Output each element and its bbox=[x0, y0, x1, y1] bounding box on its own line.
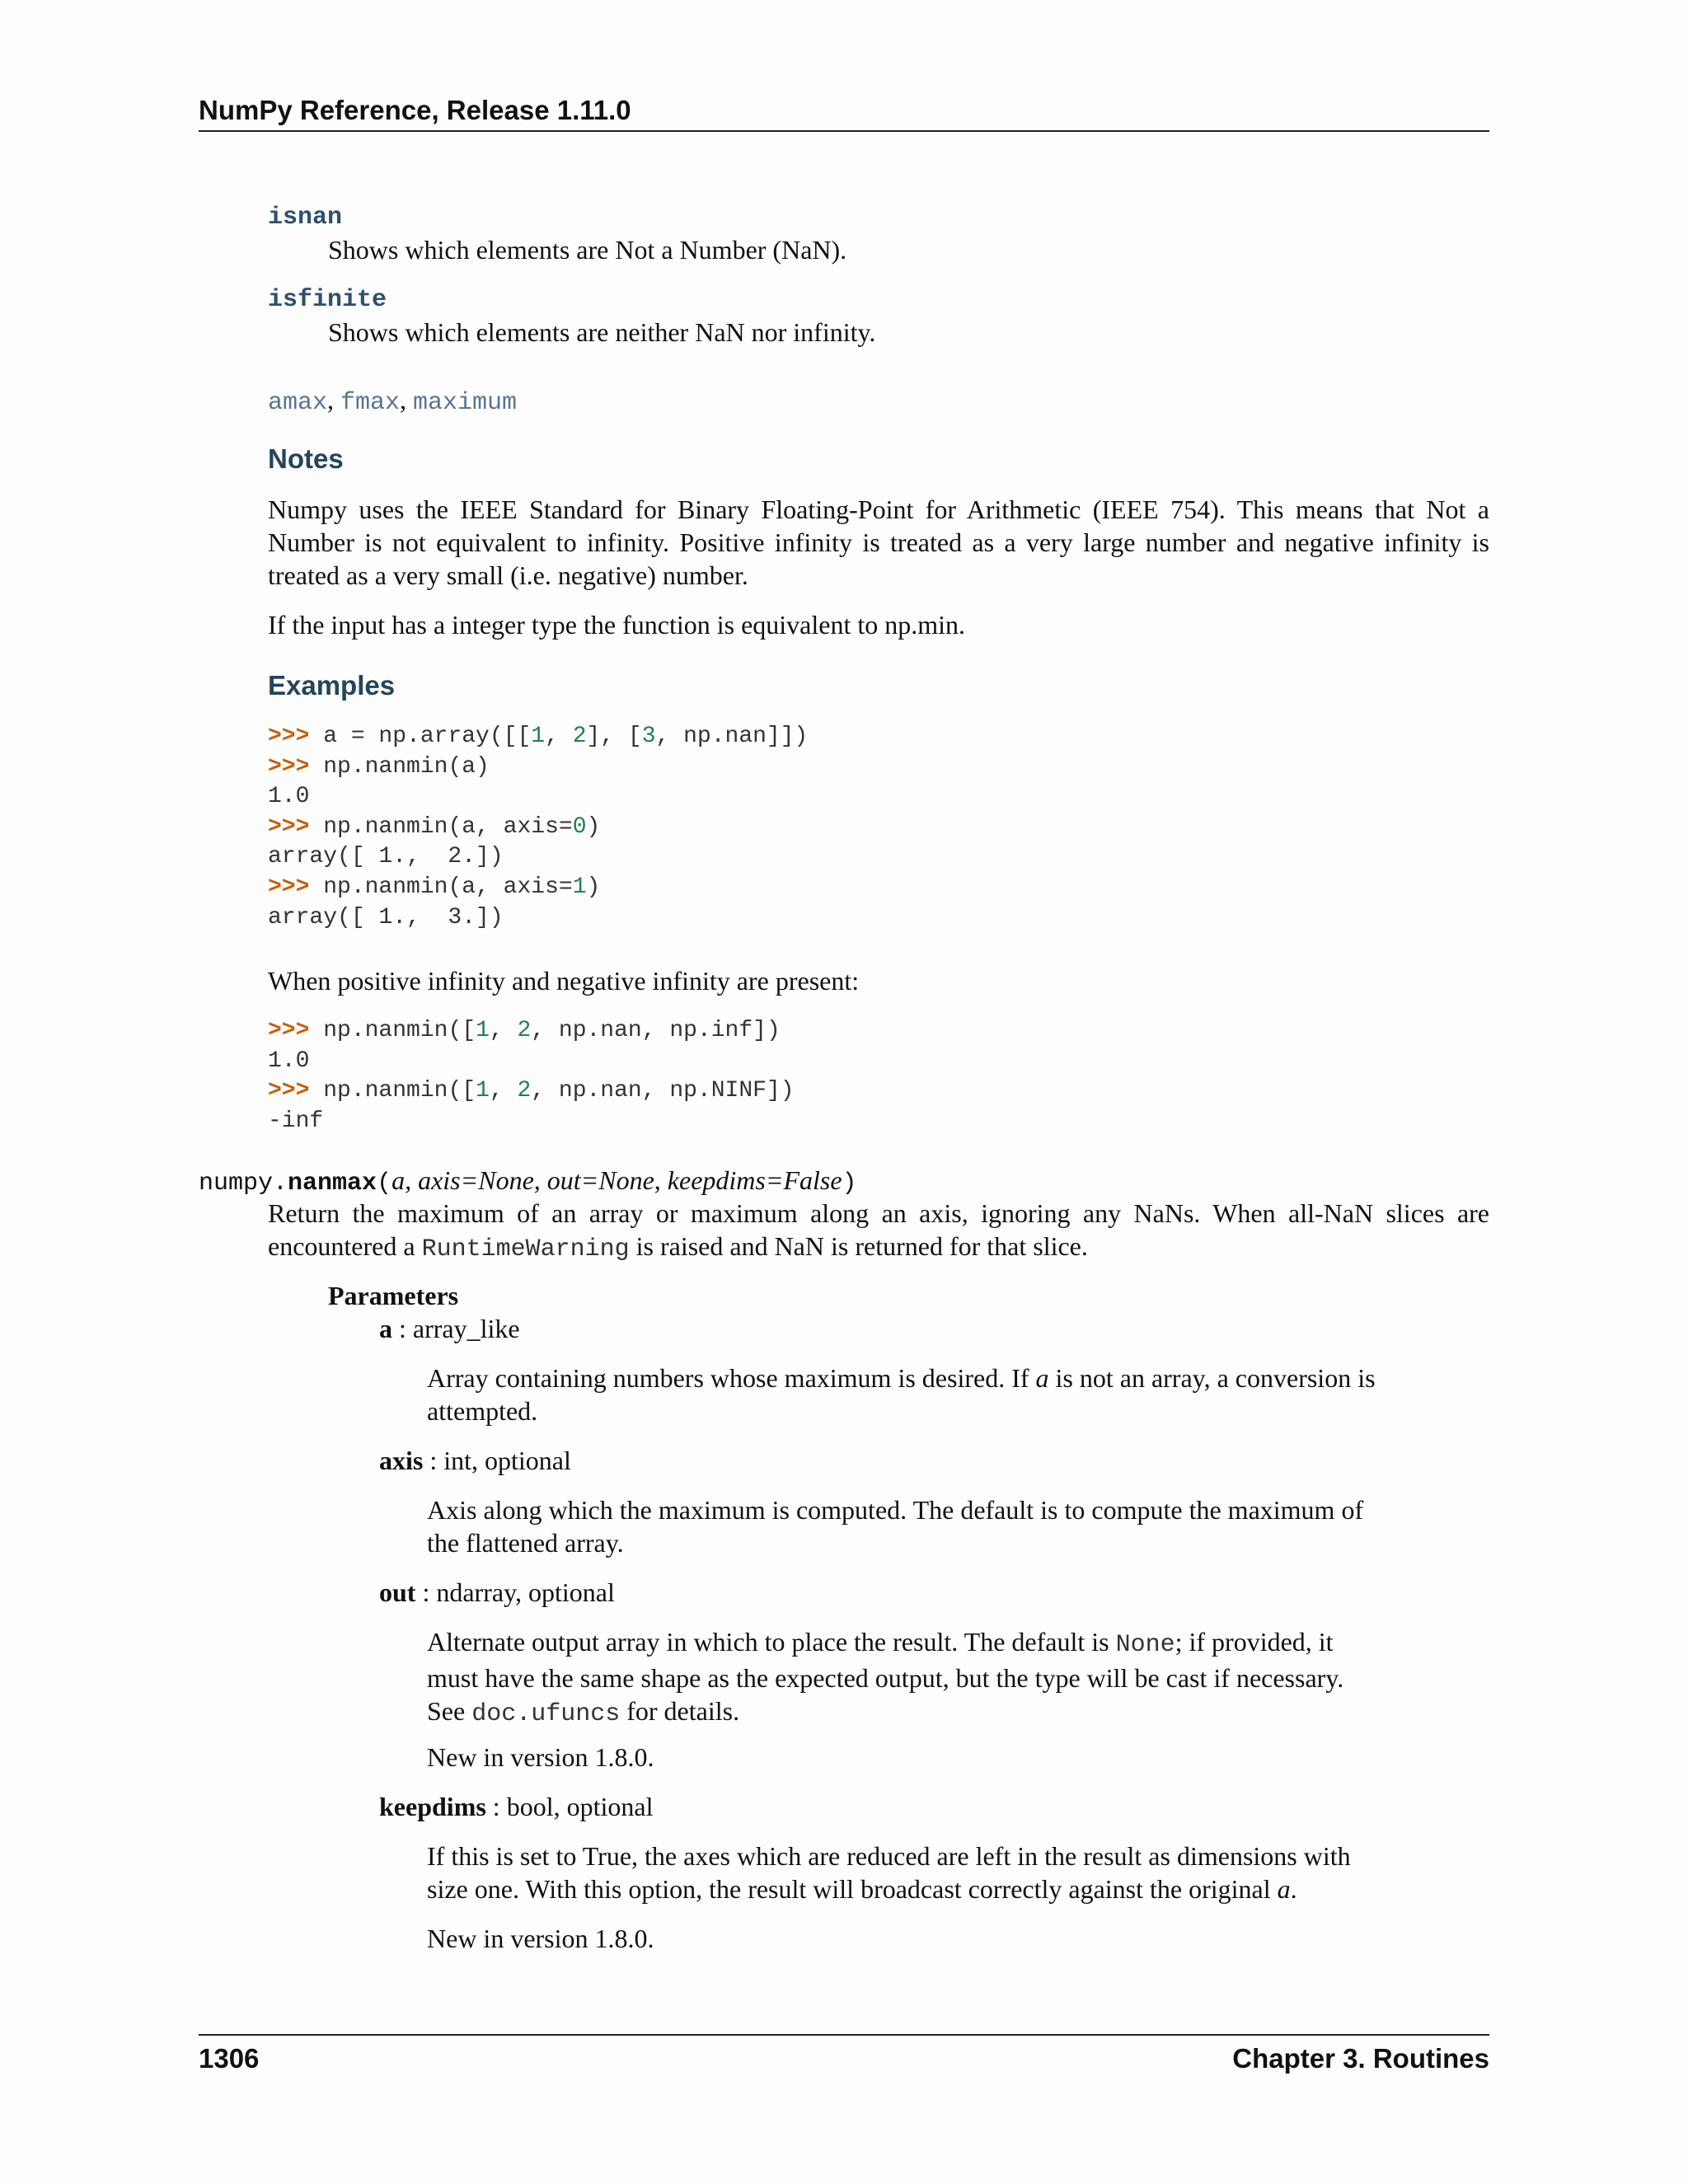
see-also-term-isfinite[interactable]: isfinite bbox=[268, 286, 387, 314]
param-out bbox=[379, 1576, 615, 1609]
comma: , bbox=[327, 385, 335, 415]
code-output-line bbox=[268, 782, 808, 813]
code-prompt: >>> bbox=[268, 813, 310, 840]
page-number: 1306 bbox=[199, 2043, 260, 2074]
param-out-version: New in version 1.8.0. bbox=[427, 1742, 654, 1772]
see-also-links bbox=[268, 383, 517, 419]
param-axis-type: : int, optional bbox=[423, 1446, 571, 1475]
literal-none: None bbox=[1115, 1631, 1175, 1659]
param-out-desc-text-3: for details. bbox=[620, 1696, 740, 1726]
see-also-desc-isfinite: Shows which elements are neither NaN nor infinity. bbox=[328, 317, 876, 347]
signature-name: nanmax bbox=[288, 1169, 377, 1197]
code-input-line bbox=[268, 1016, 795, 1047]
page-footer bbox=[199, 2041, 1489, 2077]
param-a-name: a bbox=[379, 1314, 392, 1343]
code-text: np.nanmin([1, 2, np.nan, np.NINF]) bbox=[309, 1078, 795, 1104]
code-prompt: >>> bbox=[268, 1078, 310, 1104]
code-prompt: >>> bbox=[268, 724, 310, 749]
param-out-desc-text-2: ; if provided, it must have the same shape as the expected output, but the type will be cast if necessary. See bbox=[427, 1627, 1344, 1726]
signature-module: numpy. bbox=[199, 1169, 288, 1197]
param-a-desc-text-2: is not an array, a conversion is attempted. bbox=[427, 1363, 1376, 1426]
param-keepdims bbox=[379, 1790, 653, 1823]
code-output: array([ 1., 2.]) bbox=[268, 844, 504, 870]
param-a-desc bbox=[427, 1361, 1383, 1427]
signature-close: ) bbox=[842, 1169, 857, 1197]
description-part1: Return the maximum of an array or maximum along an axis, ignoring any NaNs. When all-NaN slices are encountered a bbox=[268, 1198, 1489, 1261]
code-text: np.nanmin(a) bbox=[309, 753, 490, 780]
code-prompt: >>> bbox=[268, 1018, 310, 1043]
examples-heading: Examples bbox=[268, 670, 396, 701]
code-input-line bbox=[268, 722, 808, 752]
param-out-desc bbox=[427, 1625, 1383, 1731]
param-out-desc-text: Alternate output array in which to place the result. The default is bbox=[427, 1627, 1116, 1657]
signature-open: ( bbox=[377, 1169, 392, 1197]
function-description bbox=[268, 1197, 1489, 1266]
see-also-desc-isnan: Shows which elements are Not a Number (NaN). bbox=[328, 235, 847, 265]
code-output-line bbox=[268, 1107, 795, 1137]
param-keepdims-desc-text-2: . bbox=[1290, 1874, 1297, 1904]
code-text: np.nanmin(a, axis=0) bbox=[309, 813, 601, 840]
code-block-2 bbox=[268, 1016, 795, 1137]
chapter-title: Chapter 3. Routines bbox=[1232, 2043, 1489, 2074]
code-input-line bbox=[268, 813, 808, 843]
link-amax[interactable]: amax bbox=[268, 389, 328, 417]
code-output: 1.0 bbox=[268, 784, 310, 810]
code-block-1 bbox=[268, 722, 808, 933]
function-signature bbox=[199, 1164, 857, 1200]
running-header: NumPy Reference, Release 1.11.0 bbox=[199, 95, 631, 125]
param-keepdims-desc-em: a bbox=[1277, 1874, 1291, 1904]
signature-args: a, axis=None, out=None, keepdims=False bbox=[392, 1165, 842, 1195]
code-prompt: >>> bbox=[268, 874, 310, 900]
literal-runtimewarning: RuntimeWarning bbox=[421, 1235, 630, 1263]
param-axis-desc: Axis along which the maximum is computed. The default is to compute the maximum of the flattened array. bbox=[427, 1495, 1364, 1558]
param-a bbox=[379, 1312, 520, 1345]
link-fmax[interactable]: fmax bbox=[340, 389, 401, 417]
code-input-line bbox=[268, 1076, 795, 1107]
code-output-line bbox=[268, 1047, 795, 1077]
code-output: 1.0 bbox=[268, 1047, 310, 1074]
see-also-term-isnan[interactable]: isnan bbox=[268, 204, 343, 232]
param-axis bbox=[379, 1444, 571, 1477]
param-keepdims-desc-text: If this is set to True, the axes which are reduced are left in the result as dimensions with size one. With this option, the result will broadcast correctly against the original bbox=[427, 1841, 1351, 1904]
code-output-line bbox=[268, 903, 808, 934]
notes-paragraph-1: Numpy uses the IEEE Standard for Binary Floating-Point for Arithmetic (IEEE 754). This means that Not a Number is not equivalent to infinity. Positive infinity is treated as a very large number and negative infinity is treated as a very small (i.e. negative) number. bbox=[268, 494, 1489, 590]
code-input-line bbox=[268, 873, 808, 903]
param-keepdims-version: New in version 1.8.0. bbox=[427, 1924, 654, 1953]
code-input-line bbox=[268, 752, 808, 783]
description-part2: is raised and NaN is returned for that slice. bbox=[629, 1231, 1088, 1261]
param-a-type: : array_like bbox=[392, 1314, 520, 1343]
param-keepdims-type: : bool, optional bbox=[485, 1792, 654, 1821]
footer-rule bbox=[199, 2034, 1489, 2036]
code-output: array([ 1., 3.]) bbox=[268, 904, 504, 930]
code-output-line bbox=[268, 842, 808, 873]
param-out-name: out bbox=[379, 1577, 416, 1607]
code-prompt: >>> bbox=[268, 753, 310, 780]
code-output: -inf bbox=[268, 1108, 324, 1134]
parameters-heading: Parameters bbox=[328, 1281, 459, 1310]
param-axis-name: axis bbox=[379, 1446, 424, 1475]
literal-doc-ufuncs: doc.ufuncs bbox=[471, 1700, 621, 1728]
comma: , bbox=[400, 385, 407, 415]
header-rule bbox=[199, 130, 1489, 132]
notes-paragraph-2: If the input has a integer type the function is equivalent to np.min. bbox=[268, 610, 966, 640]
param-keepdims-desc bbox=[427, 1840, 1383, 1905]
param-out-type: : ndarray, optional bbox=[415, 1577, 615, 1607]
code-text: np.nanmin([1, 2, np.nan, np.inf]) bbox=[309, 1018, 781, 1043]
param-keepdims-name: keepdims bbox=[379, 1792, 486, 1821]
link-maximum[interactable]: maximum bbox=[413, 389, 518, 417]
notes-heading: Notes bbox=[268, 443, 344, 474]
param-a-desc-em: a bbox=[1035, 1363, 1049, 1393]
code-text: a = np.array([[1, 2], [3, np.nan]]) bbox=[309, 724, 809, 749]
param-a-desc-text: Array containing numbers whose maximum is desired. If bbox=[427, 1363, 1036, 1393]
examples-intro-2: When positive infinity and negative infinity are present: bbox=[268, 966, 860, 996]
code-text: np.nanmin(a, axis=1) bbox=[309, 874, 601, 900]
